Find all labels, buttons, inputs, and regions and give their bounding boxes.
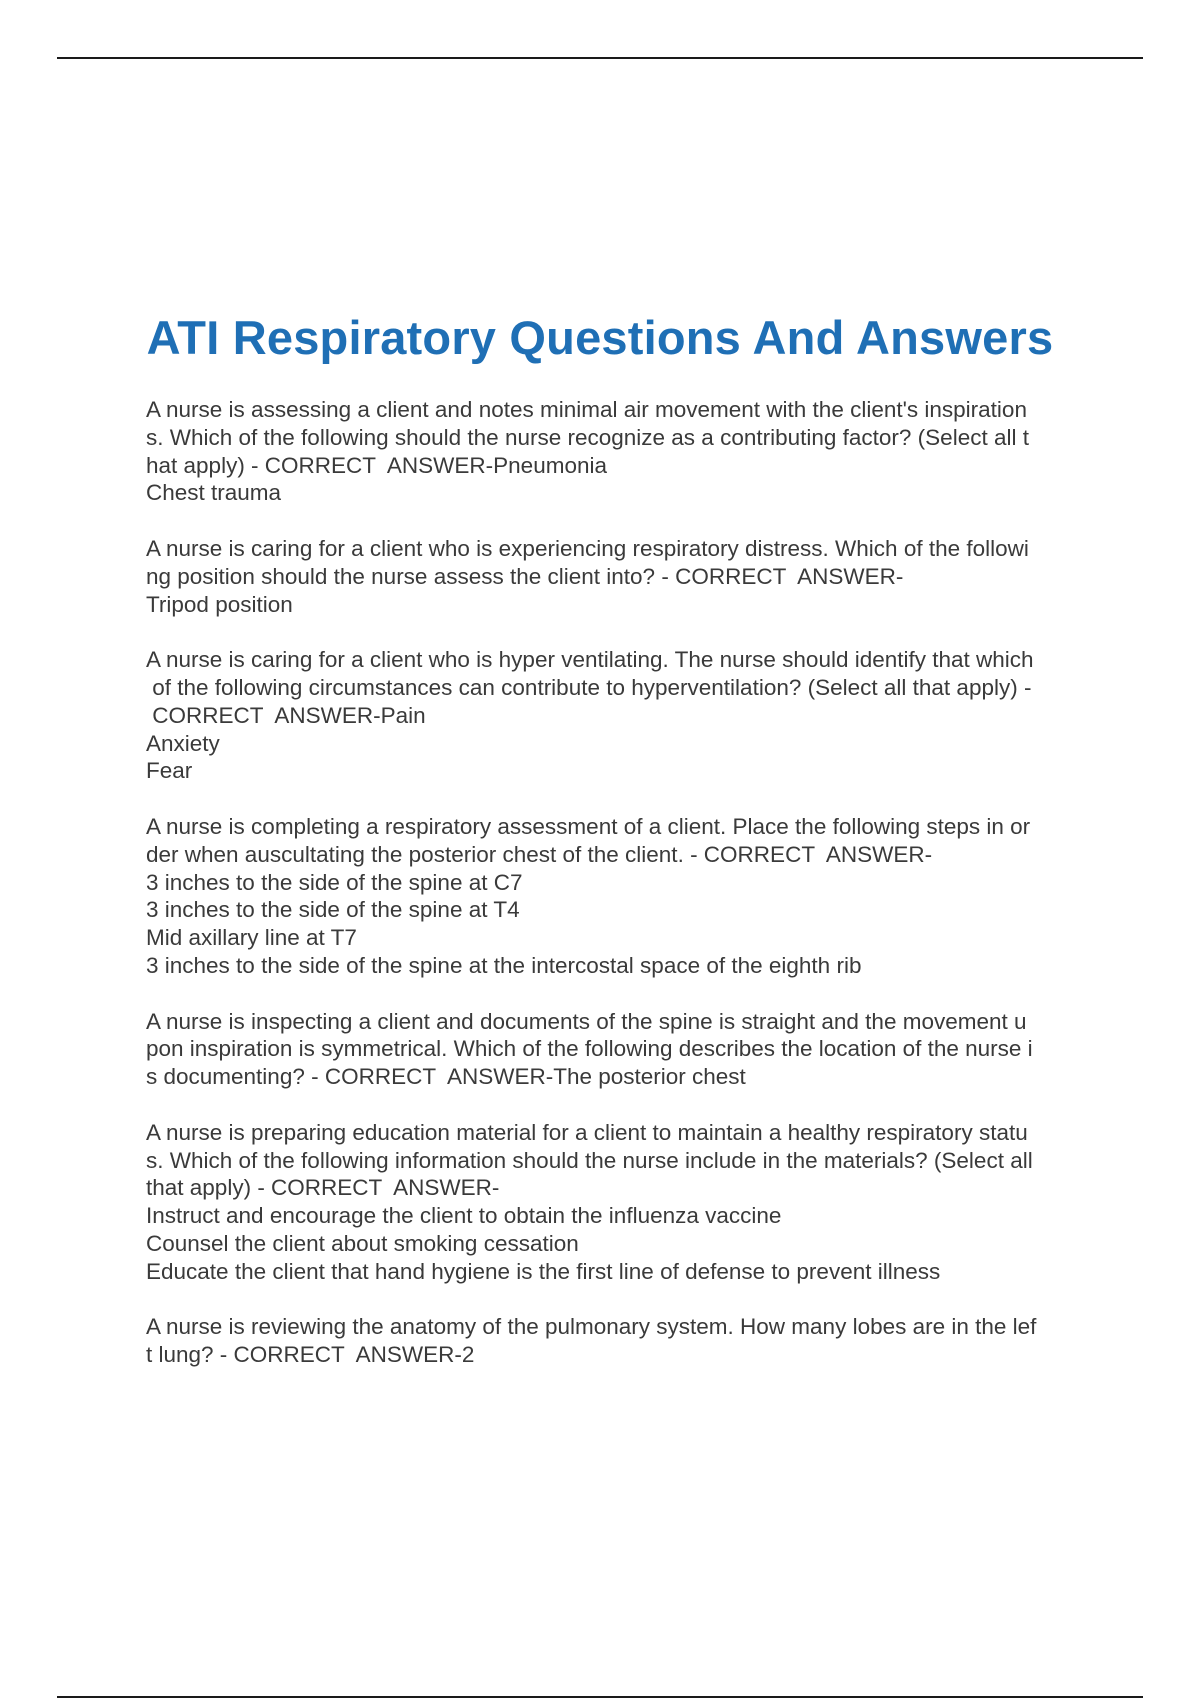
qa-line: A nurse is assessing a client and notes minimal air movement with the client's inspiration [146,397,1027,422]
qa-line: s. Which of the following information should the nurse include in the materials? (Select all [146,1147,1033,1173]
qa-item-7 [146,1313,1096,1369]
qa-line: 3 inches to the side of the spine at T4 [146,897,520,923]
qa-line: A nurse is inspecting a client and documents of the spine is straight and the movement u [146,1008,1027,1034]
qa-line: Anxiety [146,730,220,756]
qa-line: CORRECT ANSWER-Pain [146,702,426,728]
qa-line: A nurse is caring for a client who is experiencing respiratory distress. Which of the followi [146,535,1029,561]
qa-line: Fear [146,758,193,784]
qa-line: s. Which of the following should the nurse recognize as a contributing factor? (Select all t [146,424,1029,450]
bottom-rule [57,1696,1143,1698]
qa-item-3 [146,646,1096,785]
qa-item-6 [146,1119,1096,1286]
qa-line: der when auscultating the posterior chest of the client. - CORRECT ANSWER- [146,841,933,867]
qa-line: s documenting? - CORRECT ANSWER-The posterior chest [146,1064,746,1090]
qa-list [146,396,1096,1397]
qa-line: A nurse is caring for a client who is hyper ventilating. The nurse should identify that which [146,647,1034,673]
qa-line: 3 inches to the side of the spine at C7 [146,869,523,895]
top-rule [57,57,1143,59]
qa-line: hat apply) - CORRECT ANSWER-Pneumonia [146,452,607,478]
qa-line: A nurse is preparing education material for a client to maintain a healthy respiratory statu [146,1119,1028,1145]
qa-line: 3 inches to the side of the spine at the intercostal space of the eighth rib [146,952,862,978]
qa-line: A nurse is completing a respiratory assessment of a client. Place the following steps in or [146,813,1031,839]
qa-item-5 [146,1008,1096,1091]
qa-line: t lung? - CORRECT ANSWER-2 [146,1342,475,1368]
qa-line: Instruct and encourage the client to obtain the influenza vaccine [146,1203,782,1229]
qa-line: that apply) - CORRECT ANSWER- [146,1175,500,1201]
qa-line: Counsel the client about smoking cessation [146,1230,579,1256]
qa-item-4 [146,813,1096,980]
qa-line: pon inspiration is symmetrical. Which of the following describes the location of the nurse i [146,1036,1033,1062]
qa-line: Tripod position [146,591,293,617]
qa-line: ng position should the nurse assess the client into? - CORRECT ANSWER- [146,563,904,589]
qa-line: A nurse is reviewing the anatomy of the pulmonary system. How many lobes are in the lef [146,1314,1037,1340]
qa-item-1 [146,396,1096,507]
qa-line: Mid axillary line at T7 [146,925,357,951]
qa-line: Educate the client that hand hygiene is the first line of defense to prevent illness [146,1258,941,1284]
qa-line: Chest trauma [146,480,282,506]
qa-line: of the following circumstances can contribute to hyperventilation? (Select all that apply) - [146,674,1032,700]
page-title: ATI Respiratory Questions And Answers [146,311,1054,364]
qa-item-2 [146,535,1096,618]
